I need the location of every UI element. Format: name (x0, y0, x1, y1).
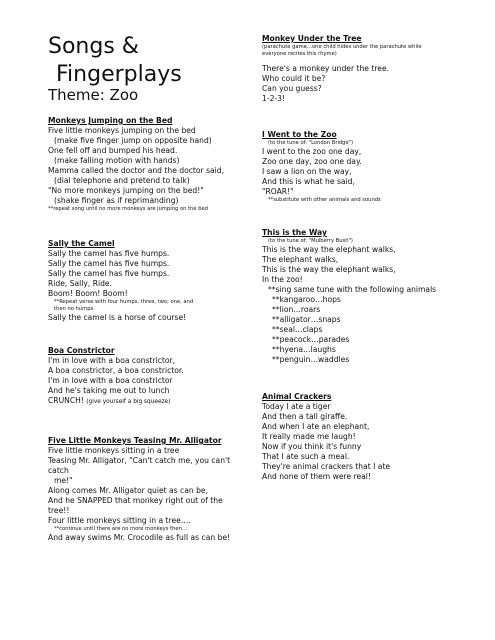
song-this-is-the-way (262, 228, 436, 365)
song-line: And he's taking me out to lunch (48, 386, 170, 395)
song-line: 1-2-3! (262, 94, 286, 103)
song-note: **substitute with other animals and sounds (268, 197, 381, 203)
animal-variation: **kangaroo…hops (272, 295, 341, 304)
song-line: Sally the camel has five humps. (48, 269, 170, 278)
song-i-went-to-the-zoo (262, 130, 381, 204)
animal-variation: **seal…claps (272, 325, 323, 334)
song-line: I'm in love with a boa constrictor, (48, 356, 176, 365)
song-line: And none of them were real! (262, 472, 371, 481)
song-line: Sally the camel is a horse of course! (48, 313, 187, 322)
song-line: Zoo one day, zoo one day. (262, 157, 362, 166)
song-line: Boom! Boom! Boom! (48, 289, 128, 298)
song-note: then no humps. (54, 306, 95, 312)
song-line: "ROAR!" (262, 187, 294, 196)
song-line: There's a monkey under the tree. (262, 64, 390, 73)
song-line: tree!! (48, 506, 70, 515)
song-instruction: **sing same tune with the following animals (268, 285, 437, 294)
song-instruction: (make five finger jump on opposite hand) (54, 136, 212, 145)
song-line: "No more monkeys jumping on the bed!" (48, 186, 204, 195)
song-title: Sally the Camel (48, 239, 115, 248)
song-line: Along comes Mr. Alligator quiet as can be, (48, 486, 209, 495)
song-title: This is the Way (262, 228, 327, 237)
animal-variation: **penguin…waddles (272, 355, 350, 364)
song-title: Five Little Monkeys Teasing Mr. Alligator (48, 436, 222, 445)
song-line: Teasing Mr. Alligator, "Can't catch me, you can't (48, 456, 231, 465)
song-line: me!" (54, 476, 73, 485)
song-note: everyone recites this rhyme) (262, 51, 337, 57)
song-note: **Repeat verse with four humps, three, two, one, and (54, 299, 194, 305)
song-line: And when I ate an elephant, (262, 422, 370, 431)
song-line: I'm in love with a boa constrictor (48, 376, 173, 385)
song-line: That I ate such a meal. (262, 452, 350, 461)
song-line: Today I ate a tiger (262, 402, 331, 411)
song-line: Four little monkeys sitting in a tree…. (48, 516, 191, 525)
song-note: **repeat song until no more monkeys are jumping on the bed (48, 206, 208, 212)
song-line: Five little monkeys jumping on the bed (48, 126, 196, 135)
song-line: Sally the camel has five humps. (48, 259, 170, 268)
animal-variation: **lion…roars (272, 305, 321, 314)
song-title: I Went to the Zoo (262, 130, 337, 139)
song-sally-the-camel (48, 239, 193, 323)
song-line: Ride, Sally, Ride. (48, 279, 113, 288)
song-line: It really made me laugh! (262, 432, 356, 441)
song-line: And he SNAPPED that monkey right out of the (48, 496, 223, 505)
song-line: I saw a lion on the way, (262, 167, 352, 176)
song-line: And then a tall giraffe. (262, 412, 348, 421)
song-tune: (to the tune of: "London Bridge") (268, 140, 354, 146)
song-title: Boa Constrictor (48, 346, 115, 355)
animal-variation: **hyena…laughs (272, 345, 336, 354)
animal-variation: **alligator…snaps (272, 315, 341, 324)
song-animal-crackers (262, 392, 390, 482)
song-instruction: (dial telephone and pretend to talk) (54, 176, 190, 185)
song-line: Now if you think it's funny (262, 442, 362, 451)
song-monkey-under-the-tree (262, 34, 422, 104)
song-line: This is the way the elephant walks, (262, 245, 396, 254)
page-title-line1: Songs & (48, 34, 139, 59)
song-line (48, 396, 184, 407)
song-line: And this is what he said, (262, 177, 355, 186)
song-inline-note: (give yourself a big squeeze) (86, 399, 171, 405)
song-monkeys-jumping (48, 116, 224, 213)
song-instruction: (make falling motion with hands) (54, 156, 180, 165)
song-line: Can you guess? (262, 84, 322, 93)
song-instruction: (shake finger as if reprimanding) (54, 196, 179, 205)
song-line: In the zoo! (262, 275, 303, 284)
song-line: They're animal crackers that I ate (262, 462, 391, 471)
song-note: (parachute game…one child hides under the parachute while (262, 44, 422, 50)
page-title-line2: Fingerplays (56, 62, 182, 87)
song-note: **continue until there are no more monkeys then… (54, 526, 188, 532)
song-title: Monkey Under the Tree (262, 34, 362, 43)
crunch-word: CRUNCH! (48, 396, 84, 405)
song-boa-constrictor (48, 346, 184, 407)
song-line: Five little monkeys sitting in a tree (48, 446, 180, 455)
song-line: catch (48, 466, 69, 475)
song-line: Mamma called the doctor and the doctor said, (48, 166, 225, 175)
song-line: Who could it be? (262, 74, 326, 83)
song-tune: (to the tune of: "Mulberry Bush") (268, 238, 353, 244)
song-title: Monkeys Jumping on the Bed (48, 116, 173, 125)
song-line: This is the way the elephant walks, (262, 265, 396, 274)
song-line: I went to the zoo one day, (262, 147, 362, 156)
song-title: Animal Crackers (262, 392, 332, 401)
song-line: One fell off and bumped his head. (48, 146, 178, 155)
song-line: And away swims Mr. Crocodile as full as can be! (48, 533, 231, 542)
song-line: Sally the camel has five humps. (48, 249, 170, 258)
song-line: The elephant walks, (262, 255, 339, 264)
song-monkeys-teasing-alligator (48, 436, 230, 543)
song-line: A boa constrictor, a boa constrictor. (48, 366, 184, 375)
theme-heading: Theme: Zoo (48, 86, 139, 104)
animal-variation: **peacock…parades (272, 335, 350, 344)
